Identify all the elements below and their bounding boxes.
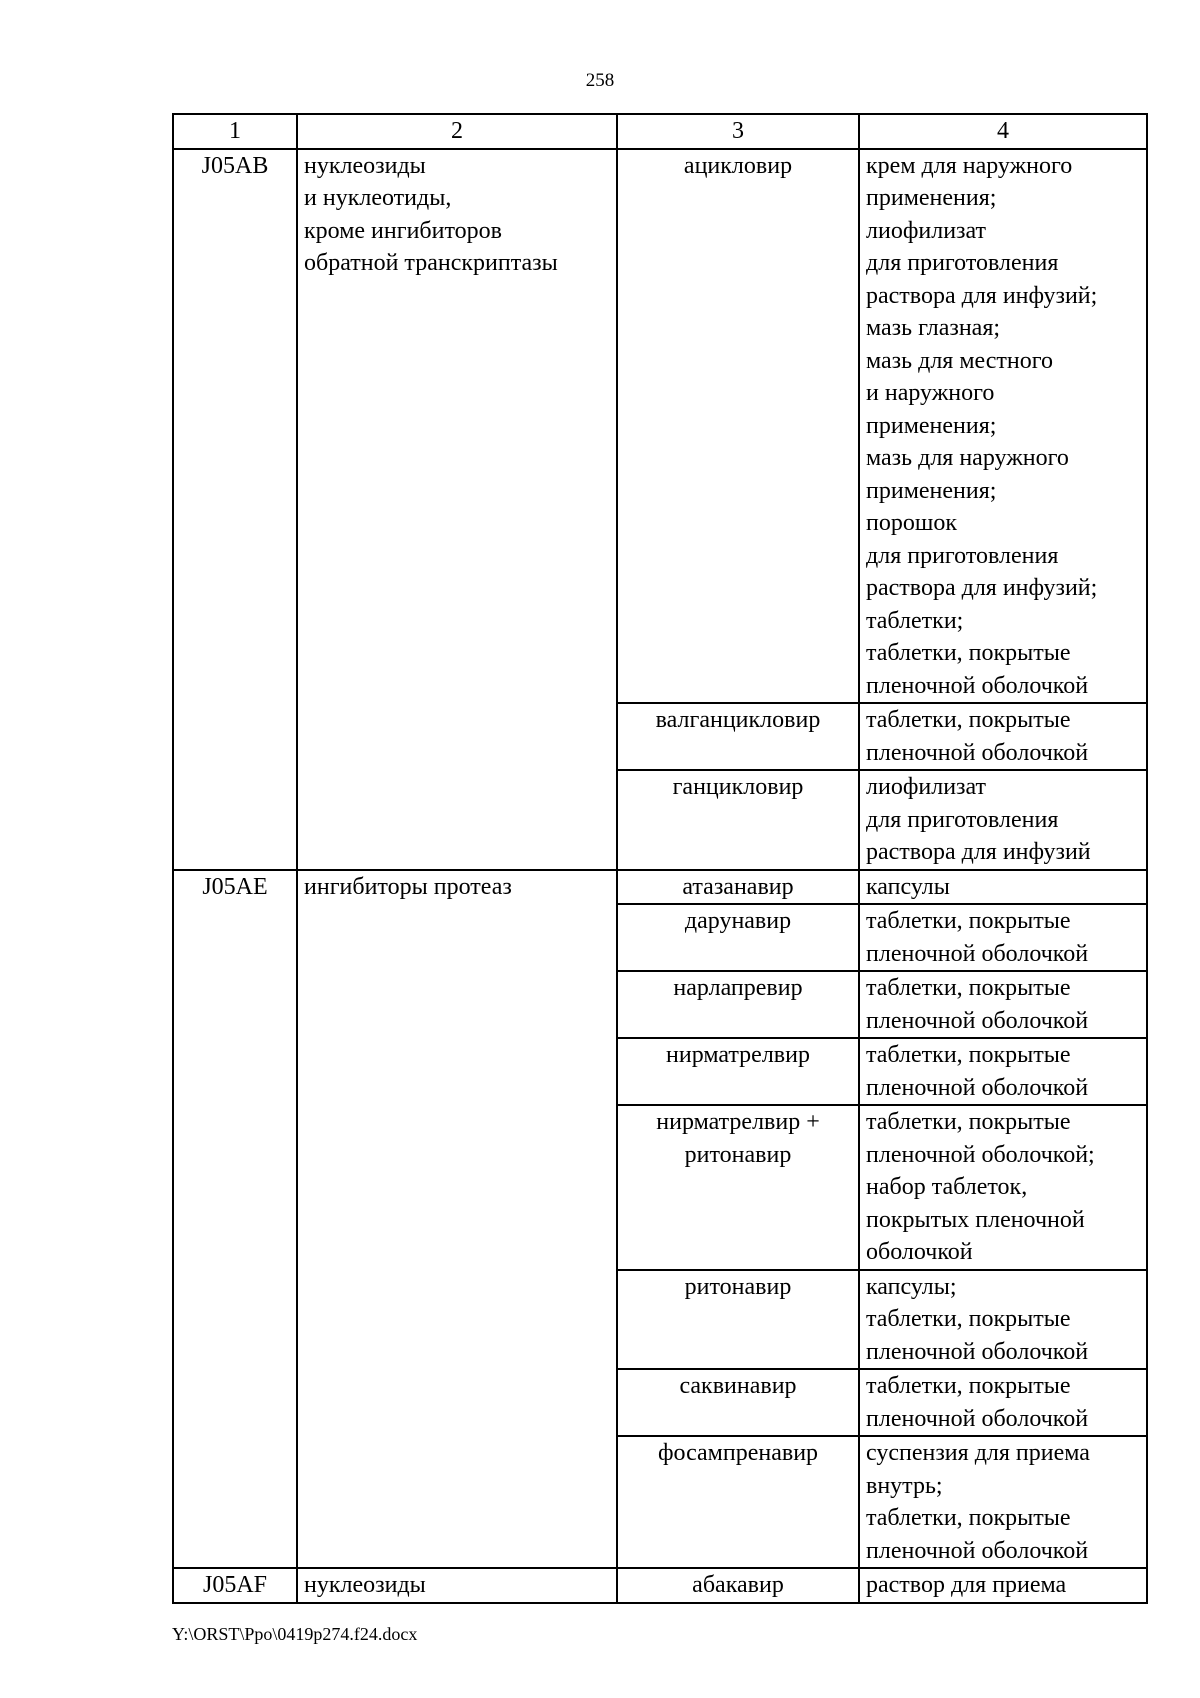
dosage-forms: таблетки, покрытые пленочной оболочкой; набор таблеток, покрытых пленочной оболочкой bbox=[859, 1105, 1147, 1270]
dosage-forms: таблетки, покрытые пленочной оболочкой bbox=[859, 971, 1147, 1038]
dosage-forms: лиофилизат для приготовления раствора для инфузий bbox=[859, 770, 1147, 870]
header-col-4: 4 bbox=[859, 114, 1147, 149]
atc-code: J05AF bbox=[173, 1568, 297, 1603]
dosage-forms: крем для наружного применения; лиофилизат для приготовления раствора для инфузий; мазь глазная; мазь для местного и наружного применения; мазь для наружного применения; порошок для приготовления раствора для инфузий; таблетки; таблетки, покрытые пленочной оболочкой bbox=[859, 149, 1147, 704]
atc-code: J05AB bbox=[173, 149, 297, 870]
drug-name: саквинавир bbox=[617, 1369, 859, 1436]
dosage-forms: капсулы bbox=[859, 870, 1147, 905]
dosage-forms: таблетки, покрытые пленочной оболочкой bbox=[859, 904, 1147, 971]
dosage-forms: капсулы; таблетки, покрытые пленочной оболочкой bbox=[859, 1270, 1147, 1370]
drug-name: нирматрелвир bbox=[617, 1038, 859, 1105]
table-body bbox=[173, 149, 1147, 1603]
drug-table bbox=[172, 113, 1148, 1604]
header-col-3: 3 bbox=[617, 114, 859, 149]
drug-name: фосампренавир bbox=[617, 1436, 859, 1568]
dosage-forms: таблетки, покрытые пленочной оболочкой bbox=[859, 1369, 1147, 1436]
drug-name: ритонавир bbox=[617, 1270, 859, 1370]
file-path-footer: Y:\ORST\Ppo\0419p274.f24.docx bbox=[172, 1624, 418, 1644]
drug-name: валганцикловир bbox=[617, 703, 859, 770]
atc-code: J05AE bbox=[173, 870, 297, 1569]
drug-name: абакавир bbox=[617, 1568, 859, 1603]
drug-name: нирматрелвир + ритонавир bbox=[617, 1105, 859, 1270]
table-row bbox=[173, 149, 1147, 704]
group-name: ингибиторы протеаз bbox=[297, 870, 617, 1569]
header-col-1: 1 bbox=[173, 114, 297, 149]
table-row bbox=[173, 870, 1147, 905]
drug-name: дарунавир bbox=[617, 904, 859, 971]
drug-name: нарлапревир bbox=[617, 971, 859, 1038]
group-name: нуклеозиды bbox=[297, 1568, 617, 1603]
header-col-2: 2 bbox=[297, 114, 617, 149]
dosage-forms: раствор для приема bbox=[859, 1568, 1147, 1603]
drug-name: атазанавир bbox=[617, 870, 859, 905]
page-number: 258 bbox=[585, 70, 615, 91]
dosage-forms: таблетки, покрытые пленочной оболочкой bbox=[859, 703, 1147, 770]
drug-name: ацикловир bbox=[617, 149, 859, 704]
table-header bbox=[173, 114, 1147, 149]
dosage-forms: таблетки, покрытые пленочной оболочкой bbox=[859, 1038, 1147, 1105]
table-row bbox=[173, 1568, 1147, 1603]
header-row bbox=[173, 114, 1147, 149]
dosage-forms: суспензия для приема внутрь; таблетки, покрытые пленочной оболочкой bbox=[859, 1436, 1147, 1568]
drug-name: ганцикловир bbox=[617, 770, 859, 870]
group-name: нуклеозиды и нуклеотиды, кроме ингибиторов обратной транскриптазы bbox=[297, 149, 617, 870]
